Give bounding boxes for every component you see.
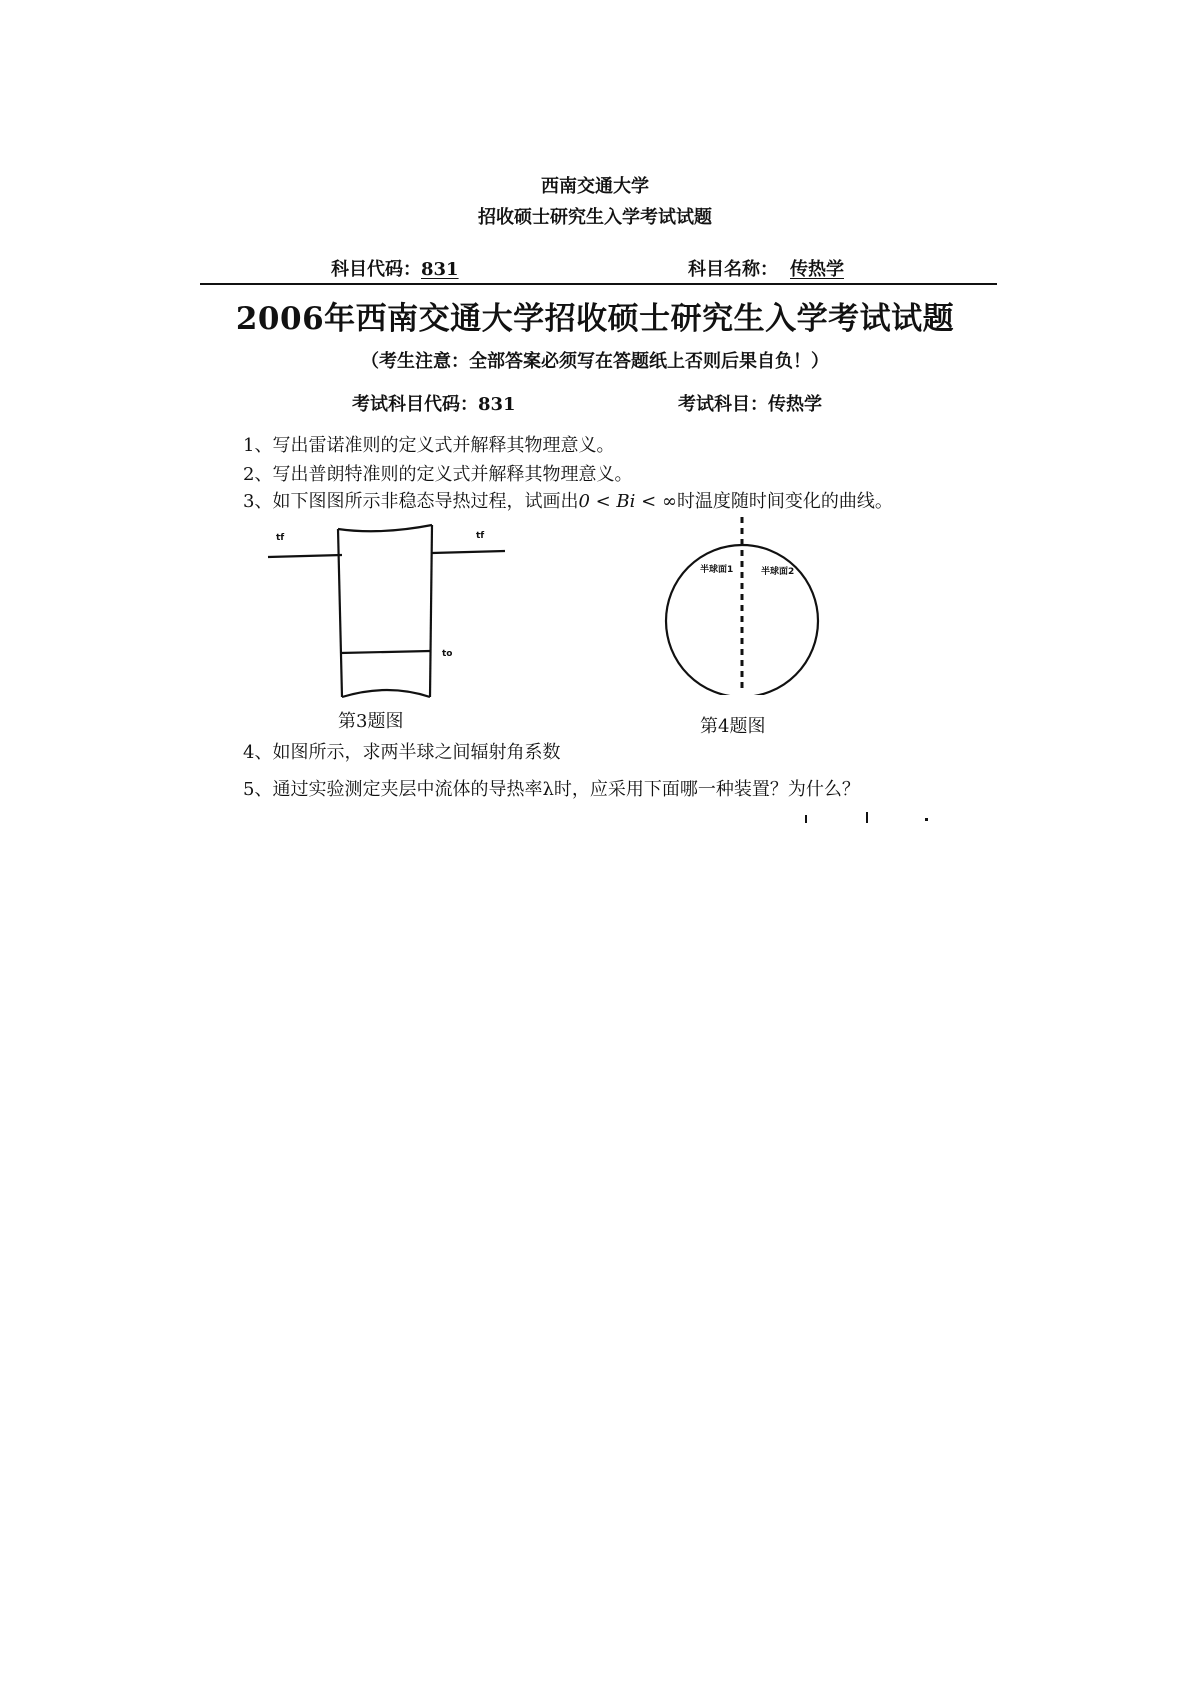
fig3-to-label: to (442, 649, 453, 659)
exam-subject-value: 传热学 (768, 394, 822, 415)
document-subtitle: 招收硕士研究生入学考试试题 (478, 207, 712, 228)
figure-4-caption: 第4题图 (700, 716, 766, 737)
exam-notice: （考生注意：全部答案必须写在答题纸上否则后果自负！） (361, 351, 829, 372)
biot-range: 0 < Bi < ∞ (578, 491, 677, 512)
fig3-tf-right-label: tf (476, 531, 485, 541)
subject-name (688, 255, 856, 281)
subject-name-value: 传热学 (790, 259, 844, 280)
cropped-fragment-mark (925, 818, 928, 821)
exam-subject (678, 390, 822, 416)
question-1: 1、写出雷诺准则的定义式并解释其物理意义。 (243, 435, 615, 456)
exam-code-label: 考试科目代码： (352, 394, 478, 415)
question-4: 4、如图所示，求两半球之间辐射角系数 (243, 742, 561, 763)
subject-code (331, 255, 459, 281)
fig3-tf-left-label: tf (276, 533, 285, 543)
figure-3-caption: 第3题图 (338, 711, 404, 732)
question-3-prefix: 3、如下图图所示非稳态导热过程，试画出 (243, 491, 579, 512)
subject-code-value: 831 (421, 259, 459, 280)
subject-name-label: 科目名称： (688, 259, 778, 280)
hemisphere-1-label: 半球面1 (700, 565, 734, 575)
question-5: 5、通过实验测定夹层中流体的导热率λ时，应采用下面哪一种装置？为什么？ (243, 779, 860, 800)
figure-3-diagram (260, 515, 510, 705)
hemisphere-2-label: 半球面2 (761, 567, 795, 577)
exam-code-value: 831 (478, 394, 516, 415)
cropped-fragment-mark (805, 815, 807, 823)
subject-code-label: 科目代码： (331, 259, 421, 280)
exam-code (352, 390, 516, 416)
exam-subject-label: 考试科目： (678, 394, 768, 415)
question-3 (243, 487, 893, 513)
question-3-suffix: 时温度随时间变化的曲线。 (676, 491, 893, 512)
cropped-fragment-mark (866, 812, 868, 823)
header-divider (200, 283, 997, 285)
university-name: 西南交通大学 (541, 176, 649, 197)
question-2: 2、写出普朗特准则的定义式并解释其物理意义。 (243, 464, 633, 485)
figure-4-diagram (660, 515, 830, 695)
exam-title: 2006年西南交通大学招收硕士研究生入学考试试题 (235, 301, 955, 337)
